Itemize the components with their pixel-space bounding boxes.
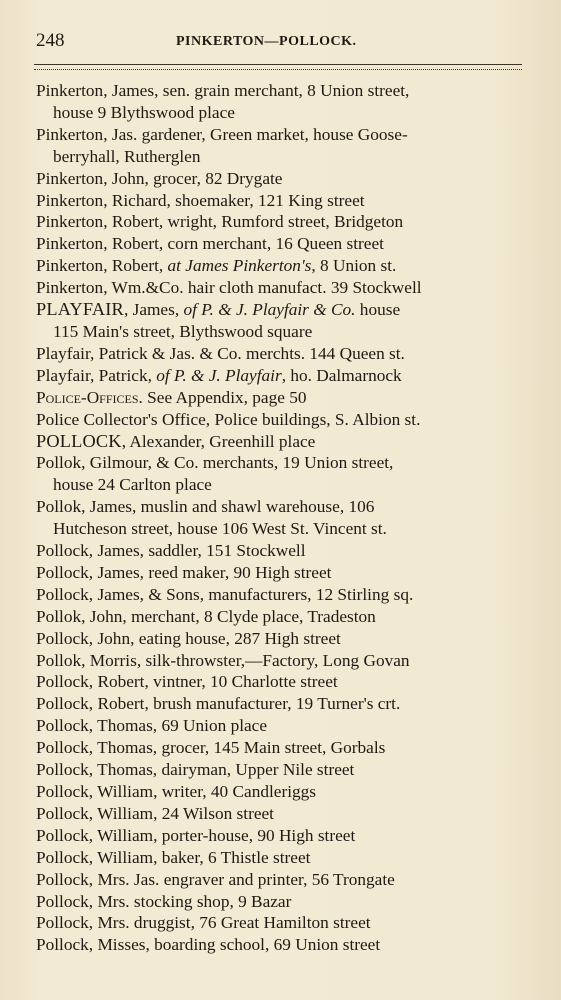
directory-entry	[36, 211, 528, 233]
directory-entry	[36, 912, 528, 934]
entry-text: POLLOCK	[36, 430, 122, 451]
directory-entry	[36, 628, 528, 650]
entry-text: Pollok, Morris, silk-throwster,—Factory, Long Govan	[36, 650, 410, 670]
directory-entry	[36, 650, 528, 672]
entry-text: Pinkerton, Jas. gardener, Green market, house Goose-	[36, 124, 408, 144]
entry-line	[36, 190, 528, 212]
entry-text: Playfair, Patrick & Jas. & Co. merchts. 144 Queen st.	[36, 343, 405, 363]
entry-line	[36, 781, 528, 803]
directory-entry	[36, 168, 528, 190]
entry-text: Pollok, John, merchant, 8 Clyde place, Tradeston	[36, 606, 376, 626]
entry-text: Pollock, James, & Sons, manufacturers, 12 Stirling sq.	[36, 584, 414, 604]
directory-entry	[36, 737, 528, 759]
directory-entry	[36, 847, 528, 869]
entry-text: Pollock, William, porter-house, 90 High street	[36, 825, 356, 845]
directory-entry	[36, 540, 528, 562]
entry-text: Pollock, Mrs. Jas. engraver and printer, 56 Trongate	[36, 869, 395, 889]
directory-entry	[36, 562, 528, 584]
entry-line	[36, 299, 528, 321]
entry-line	[36, 628, 528, 650]
directory-entry	[36, 934, 528, 956]
entry-text: Pollok, James, muslin and shawl warehouse, 106	[36, 497, 375, 517]
entry-text: Pollock, Robert, vintner, 10 Charlotte street	[36, 672, 338, 692]
entry-continuation-line	[36, 146, 528, 168]
directory-entry	[36, 693, 528, 715]
entry-text: of P. & J. Playfair	[156, 365, 282, 385]
directory-entry	[36, 584, 528, 606]
entry-text: at James Pinkerton's	[167, 256, 312, 276]
directory-entry	[36, 299, 528, 343]
entry-line	[36, 715, 528, 737]
directory-entry	[36, 431, 528, 453]
entry-text: Pinkerton, Robert,	[36, 256, 168, 276]
directory-entry	[36, 365, 528, 387]
directory-entry	[36, 803, 528, 825]
directory-entry	[36, 409, 528, 431]
entry-line	[36, 584, 528, 606]
entry-text: , James,	[123, 300, 184, 320]
entry-line	[36, 934, 528, 956]
entry-line	[36, 365, 528, 387]
directory-entry	[36, 825, 528, 847]
entry-text: Pinkerton, John, grocer, 82 Drygate	[36, 168, 283, 188]
entry-line	[36, 233, 528, 255]
entry-text: , 8 Union st.	[311, 256, 397, 276]
entry-continuation-line	[36, 518, 528, 540]
directory-entry	[36, 759, 528, 781]
entry-text: Pollock, Mrs. stocking shop, 9 Bazar	[36, 891, 292, 911]
entry-text: Pinkerton, Robert, wright, Rumford street, Bridgeton	[36, 212, 404, 232]
entry-text: of P. & J. Playfair & Co.	[183, 300, 356, 320]
entry-continuation-line	[36, 102, 528, 124]
directory-entry	[36, 891, 528, 913]
entry-text: Pinkerton, Robert, corn merchant, 16 Queen street	[36, 234, 384, 254]
entry-line	[36, 277, 528, 299]
entry-line	[36, 891, 528, 913]
entry-text: Hutcheson street, house 106 West St. Vincent st.	[53, 519, 387, 539]
entry-line	[36, 255, 528, 277]
entry-text: Pollock, Thomas, dairyman, Upper Nile street	[36, 760, 355, 780]
entry-continuation-line	[36, 474, 528, 496]
directory-entry	[36, 869, 528, 891]
entry-line	[36, 168, 528, 190]
directory-entry	[36, 781, 528, 803]
entry-text: Pollock, Misses, boarding school, 69 Union street	[36, 935, 381, 955]
entry-text: Playfair, Patrick,	[36, 365, 157, 385]
entry-text: , ho. Dalmarnock	[281, 365, 402, 385]
directory-entry	[36, 496, 528, 540]
entry-text: house	[355, 300, 401, 320]
directory-entry	[36, 190, 528, 212]
entry-line	[36, 803, 528, 825]
entry-line	[36, 671, 528, 693]
entry-text: Pollock, Mrs. druggist, 76 Great Hamilton street	[36, 913, 371, 933]
entry-text: Pollok, Gilmour, & Co. merchants, 19 Union street,	[36, 453, 394, 473]
entry-line	[36, 825, 528, 847]
directory-entry	[36, 606, 528, 628]
entry-text: Pollock, William, 24 Wilson street	[36, 803, 274, 823]
entry-text: 115 Main's street, Blythswood square	[53, 321, 313, 341]
entry-line	[36, 847, 528, 869]
directory-entry	[36, 80, 528, 124]
entry-text: Pollock, William, writer, 40 Candleriggs	[36, 782, 317, 801]
entry-line	[36, 409, 528, 431]
directory-entry	[36, 277, 528, 299]
entry-line	[36, 431, 528, 453]
entry-line	[36, 693, 528, 715]
entry-line	[36, 496, 528, 518]
entry-line	[36, 211, 528, 233]
entry-text: house 24 Carlton place	[53, 475, 212, 495]
directory-entries	[36, 80, 528, 956]
entry-line	[36, 387, 528, 409]
entry-text: Pollock, James, reed maker, 90 High street	[36, 562, 332, 582]
entry-line	[36, 562, 528, 584]
directory-entry	[36, 255, 528, 277]
directory-entry	[36, 452, 528, 496]
running-head: PINKERTON—POLLOCK.	[176, 34, 357, 49]
entry-text: Police-Offices	[36, 387, 139, 407]
entry-line	[36, 759, 528, 781]
entry-text: Pollock, Thomas, 69 Union place	[36, 716, 268, 736]
entry-text: Pinkerton, Richard, shoemaker, 121 King street	[36, 190, 365, 210]
entry-line	[36, 540, 528, 562]
directory-entry	[36, 343, 528, 365]
directory-entry	[36, 671, 528, 693]
entry-line	[36, 80, 528, 102]
page-number: 248	[36, 30, 65, 51]
entry-text: Pollock, John, eating house, 287 High street	[36, 628, 341, 648]
entry-text: Pinkerton, James, sen. grain merchant, 8 Union street,	[36, 81, 410, 100]
directory-entry	[36, 124, 528, 168]
entry-text: Pinkerton, Wm.&Co. hair cloth manufact. 39 Stockwell	[36, 278, 422, 298]
entry-line	[36, 606, 528, 628]
entry-text: . See Appendix, page 50	[138, 387, 307, 407]
entry-line	[36, 912, 528, 934]
entry-line	[36, 650, 528, 672]
directory-entry	[36, 233, 528, 255]
entry-text: Pollock, William, baker, 6 Thistle street	[36, 847, 311, 867]
entry-text: Pollock, James, saddler, 151 Stockwell	[36, 541, 306, 561]
entry-line	[36, 343, 528, 365]
directory-entry	[36, 387, 528, 409]
entry-text: Police Collector's Office, Police buildings, S. Albion st.	[36, 409, 421, 429]
entry-text: , Alexander, Greenhill place	[121, 431, 316, 451]
entry-text: PLAYFAIR	[36, 299, 124, 320]
entry-text: Pollock, Thomas, grocer, 145 Main street, Gorbals	[36, 738, 386, 758]
entry-line	[36, 737, 528, 759]
entry-text: Pollock, Robert, brush manufacturer, 19 Turner's crt.	[36, 694, 401, 714]
entry-continuation-line	[36, 321, 528, 343]
entry-text: berryhall, Rutherglen	[53, 146, 201, 166]
page-header	[36, 30, 524, 56]
directory-entry	[36, 715, 528, 737]
entry-line	[36, 452, 528, 474]
header-rule	[34, 64, 522, 70]
entry-line	[36, 869, 528, 891]
entry-text: house 9 Blythswood place	[53, 102, 235, 122]
entry-line	[36, 124, 528, 146]
